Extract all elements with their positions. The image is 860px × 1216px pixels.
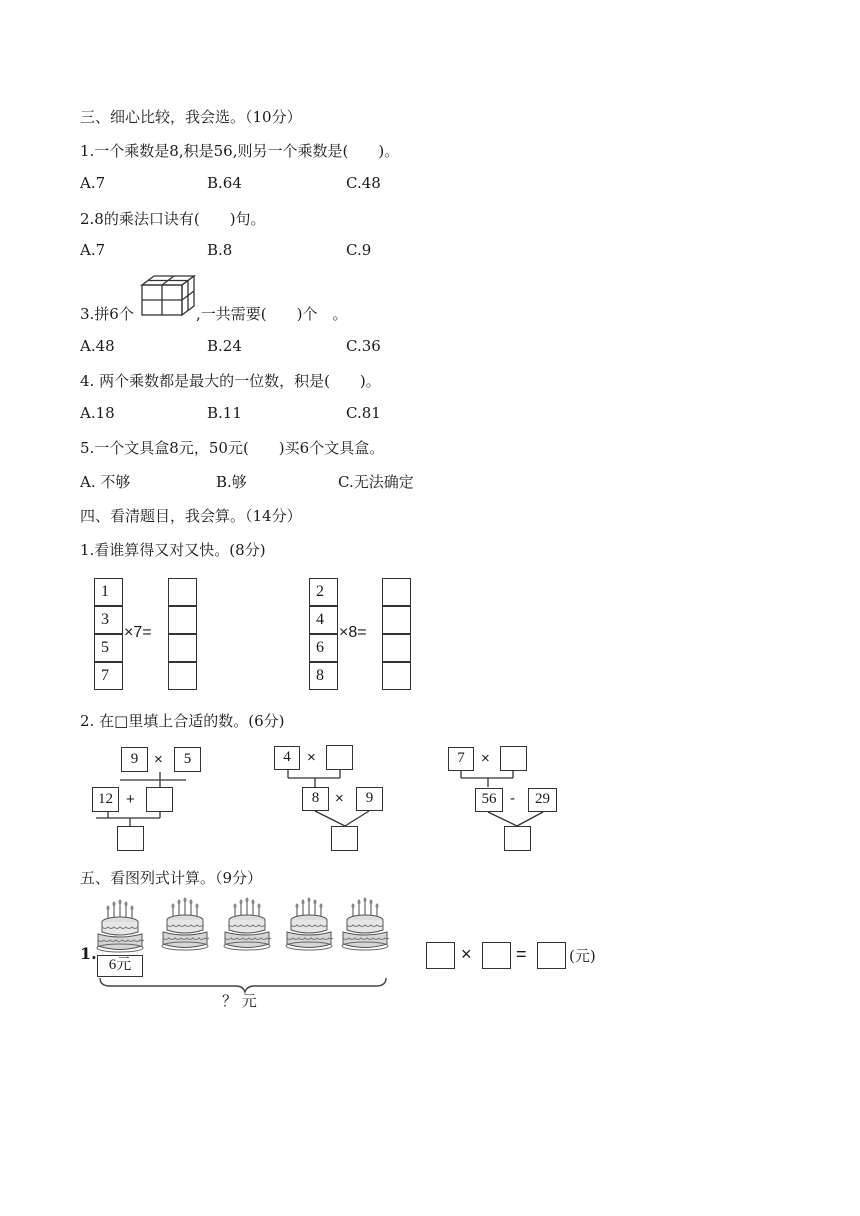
question-1-option-c[interactable]: C.48 [346, 174, 381, 192]
question-4-option-a[interactable]: A.18 [80, 404, 115, 422]
tree1-operator-2: + [126, 791, 135, 808]
result-box[interactable] [537, 942, 566, 969]
equals-sign: = [516, 944, 527, 964]
question-1-option-a[interactable]: A.7 [80, 174, 106, 192]
question-1-option-b[interactable]: B.64 [207, 174, 242, 192]
question-3-option-b[interactable]: B.24 [207, 337, 242, 355]
grid-left-answer-box[interactable] [168, 578, 197, 606]
tree3-value-a: 7 [448, 747, 474, 771]
section4-q1-title: 1.看谁算得又对又快。(8分) [80, 541, 266, 559]
grid-left-answer-box[interactable] [168, 662, 197, 690]
question-3-option-a[interactable]: A.48 [80, 337, 115, 355]
section4-heading: 四、看清题目，我会算。（14分） [80, 507, 302, 525]
question-4-option-c[interactable]: C.81 [346, 404, 381, 422]
question-1-stem: 1.一个乘数是8,积是56,则另一个乘数是( )。 [80, 142, 400, 160]
grid-left-number: 3 [94, 606, 123, 634]
tree1-answer-box[interactable] [146, 787, 173, 812]
tree1-operator-1: × [154, 751, 163, 768]
grid-right-number: 6 [309, 634, 338, 662]
section3-heading: 三、细心比较，我会选。（10分） [80, 108, 302, 126]
tree3-result-box[interactable] [504, 826, 531, 851]
section5-heading: 五、看图列式计算。（9分） [80, 869, 263, 887]
grid-right-number: 8 [309, 662, 338, 690]
factor-2-box[interactable] [482, 942, 511, 969]
question-2-option-b[interactable]: B.8 [207, 241, 233, 259]
question-4-option-b[interactable]: B.11 [207, 404, 242, 422]
question-3-option-c[interactable]: C.36 [346, 337, 381, 355]
tree3-operator-2: - [510, 790, 515, 807]
grid-left-operator: ×7= [124, 624, 152, 641]
unit-label: (元) [569, 947, 596, 965]
question-3-stem-after: ,一共需要( )个 。 [196, 305, 348, 323]
tree1-value-c: 12 [92, 787, 119, 812]
tree2-result-box[interactable] [331, 826, 358, 851]
grid-right-operator: ×8= [339, 624, 367, 641]
tree3-operator-1: × [481, 750, 490, 767]
grid-left-number: 5 [94, 634, 123, 662]
factor-1-box[interactable] [426, 942, 455, 969]
tree1-value-a: 9 [121, 747, 148, 772]
tree1-result-box[interactable] [117, 826, 144, 851]
question-3-stem-before: 3.拼6个 [80, 305, 134, 323]
tree3-answer-box[interactable] [500, 746, 527, 771]
times-sign: × [461, 944, 472, 964]
tree2-value-d: 9 [356, 787, 383, 811]
question-5-option-b[interactable]: B.够 [216, 473, 247, 491]
tree2-answer-box[interactable] [326, 745, 353, 770]
question-2-stem: 2.8的乘法口诀有( )句。 [80, 210, 266, 228]
grid-left-number: 1 [94, 578, 123, 606]
question-4-stem: 4. 两个乘数都是最大的一位数，积是( )。 [80, 372, 381, 390]
grid-left-answer-box[interactable] [168, 634, 197, 662]
question-5-stem: 5.一个文具盒8元，50元( )买6个文具盒。 [80, 439, 385, 457]
price-tag: 6元 [97, 955, 143, 977]
section4-q2-title: 2. 在□里填上合适的数。(6分) [80, 712, 285, 730]
question-2-option-c[interactable]: C.9 [346, 241, 372, 259]
question-5-option-a[interactable]: A. 不够 [80, 473, 131, 491]
grid-right-number: 4 [309, 606, 338, 634]
grid-right-answer-box[interactable] [382, 606, 411, 634]
total-label: ？ 元 [222, 992, 257, 1010]
grid-left-answer-box[interactable] [168, 606, 197, 634]
tree2-operator-1: × [307, 749, 316, 766]
grid-right-answer-box[interactable] [382, 662, 411, 690]
tree2-operator-2: × [335, 790, 344, 807]
grid-right-answer-box[interactable] [382, 578, 411, 606]
grid-right-answer-box[interactable] [382, 634, 411, 662]
tree2-value-a: 4 [274, 746, 300, 770]
section5-q1-number: 1. [80, 944, 97, 963]
grid-right-number: 2 [309, 578, 338, 606]
tree3-value-d: 29 [528, 788, 557, 812]
question-2-option-a[interactable]: A.7 [80, 241, 106, 259]
grid-left-number: 7 [94, 662, 123, 690]
question-5-option-c[interactable]: C.无法确定 [338, 473, 414, 491]
tree1-value-b: 5 [174, 747, 201, 772]
tree3-value-c: 56 [475, 788, 503, 812]
tree2-value-c: 8 [302, 787, 329, 811]
